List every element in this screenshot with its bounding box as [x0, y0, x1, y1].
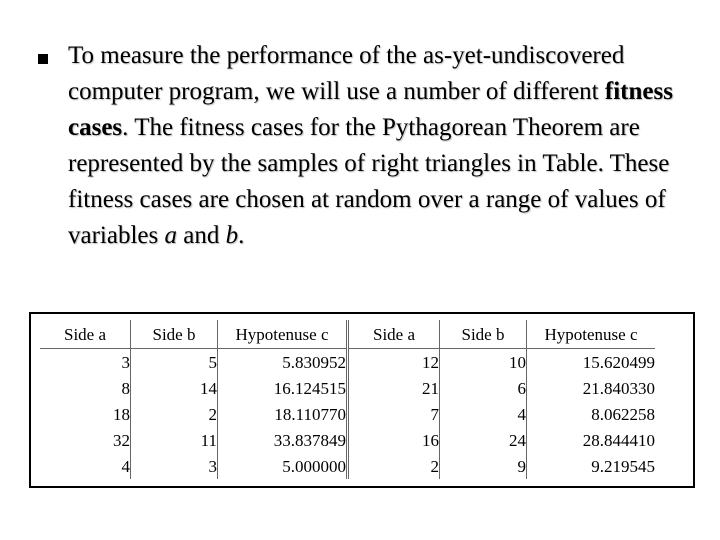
- table-cell: 7: [348, 401, 440, 427]
- header-hypotenuse-c-2: [527, 320, 656, 349]
- table-cell: 3: [40, 349, 131, 376]
- fitness-cases-table-frame: [29, 312, 695, 488]
- table-cell: 28.844410: [582, 430, 655, 450]
- table-cell: 4: [40, 453, 131, 479]
- table-cell: 5.830952: [218, 349, 348, 376]
- table-cell: 15.620499: [582, 352, 655, 372]
- table-cell: 12: [348, 349, 440, 376]
- table-cell: 5.000000: [218, 453, 348, 479]
- table-row: [40, 401, 655, 427]
- table-row: [40, 427, 655, 453]
- bullet-paragraph: [38, 38, 698, 254]
- table-cell: 9.219545: [591, 456, 655, 476]
- table-cell: 18.110770: [218, 401, 348, 427]
- table-cell: 8.062258: [591, 404, 655, 424]
- table-cell: 2: [131, 401, 218, 427]
- table-row: [40, 453, 655, 479]
- table-cell: 18: [40, 401, 131, 427]
- header-side-b-2: [440, 320, 527, 349]
- header-label: Side a: [372, 324, 416, 344]
- header-side-a-2: [348, 320, 440, 349]
- table-cell: 6: [440, 375, 527, 401]
- table-cell: 32: [40, 427, 131, 453]
- table-cell: 10: [440, 349, 527, 376]
- header-label: Side a: [63, 324, 107, 344]
- fitness-cases-table: [40, 320, 655, 479]
- table-cell: 5: [131, 349, 218, 376]
- bullet-text: [68, 38, 698, 254]
- header-side-b: [131, 320, 218, 349]
- table-cell: 2: [348, 453, 440, 479]
- variable-b: b: [225, 222, 239, 249]
- table-cell: 9: [440, 453, 527, 479]
- bullet-marker: [38, 54, 48, 64]
- table-cell: 3: [131, 453, 218, 479]
- table-row: [40, 349, 655, 376]
- table-cell: 8: [40, 375, 131, 401]
- table-header-row: [40, 320, 655, 349]
- header-label: Hypotenuse c: [544, 324, 638, 344]
- text-end: .: [238, 222, 245, 249]
- table-row: [40, 375, 655, 401]
- header-hypotenuse-c: [218, 320, 348, 349]
- header-label: Side b: [461, 324, 505, 344]
- table-cell: 4: [440, 401, 527, 427]
- header-label: Side b: [152, 324, 196, 344]
- text-start: To measure the performance of the as-yet-undiscovered computer program, we will use a number of different: [68, 42, 625, 105]
- header-side-a: [40, 320, 131, 349]
- text-mid: . The fitness cases for the Pythagorean Theorem are represented by the samples of right triangles in Table. These fitness cases are chosen at random over a range of values of variables: [68, 114, 670, 249]
- table-cell: 21: [348, 375, 440, 401]
- header-label: Hypotenuse c: [235, 324, 329, 344]
- table-cell: 24: [440, 427, 527, 453]
- table-cell: 16: [348, 427, 440, 453]
- table-cell: 11: [131, 427, 218, 453]
- table-cell: 33.837849: [218, 427, 348, 453]
- table-cell: 16.124515: [218, 375, 348, 401]
- table-cell: 21.840330: [582, 378, 655, 398]
- table-cell: 14: [131, 375, 218, 401]
- fitness-cases-term: fitness cases: [68, 78, 673, 141]
- variable-a: a: [164, 222, 177, 249]
- text-and: and: [176, 222, 226, 249]
